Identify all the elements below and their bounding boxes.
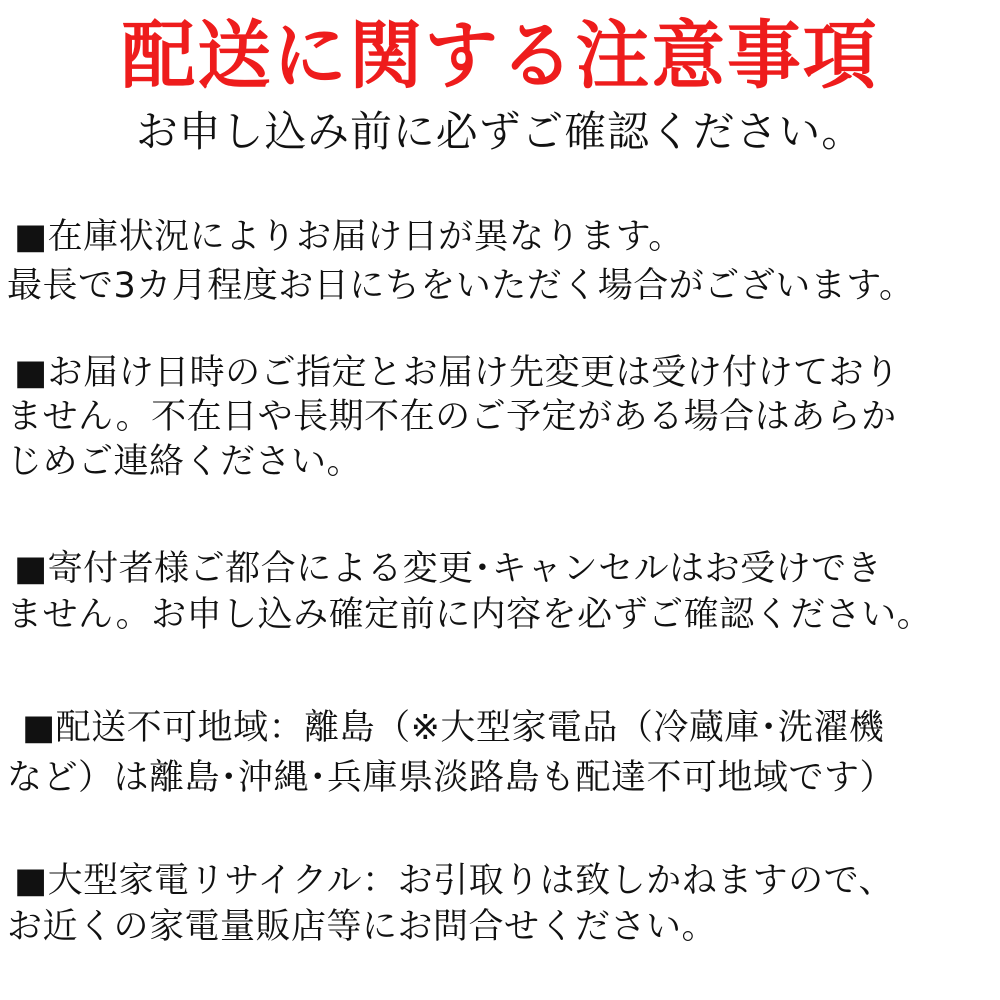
notice-cancel-line-2: ません。お申し込み確定前に内容を必ずご確認ください。 bbox=[7, 595, 933, 635]
notice-recycle-line-1: ■大型家電リサイクル：お引取りは致しかねますので、 bbox=[14, 861, 894, 901]
notice-area-line-2: など）は離島･沖縄･兵庫県淡路島も配達不可地域です） bbox=[7, 758, 896, 798]
notice-cancel-line-1: ■寄付者様ご都合による変更･キャンセルはお受けでき bbox=[14, 549, 883, 589]
notice-stock-line-2: 最長で3カ月程度お日にちをいただく場合がございます。 bbox=[7, 266, 915, 306]
page-title: 配送に関する注意事項 bbox=[121, 14, 879, 99]
page-subtitle: お申し込み前に必ずご確認ください。 bbox=[135, 107, 865, 156]
notice-area-line-1: ■配送不可地域：離島（※大型家電品（冷蔵庫･洗濯機 bbox=[22, 708, 885, 748]
notice-recycle-line-2: お近くの家電量販店等にお問合せください。 bbox=[7, 907, 718, 947]
notice-stock-line-1: ■在庫状況によりお届け日が異なります。 bbox=[14, 217, 684, 257]
notice-delivery-line-3: じめご連絡ください。 bbox=[7, 442, 363, 482]
notice-delivery-line-2: ません。不在日や長期不在のご予定がある場合はあらか bbox=[7, 397, 897, 437]
notice-delivery-line-1: ■お届け日時のご指定とお届け先変更は受け付けており bbox=[14, 353, 900, 393]
